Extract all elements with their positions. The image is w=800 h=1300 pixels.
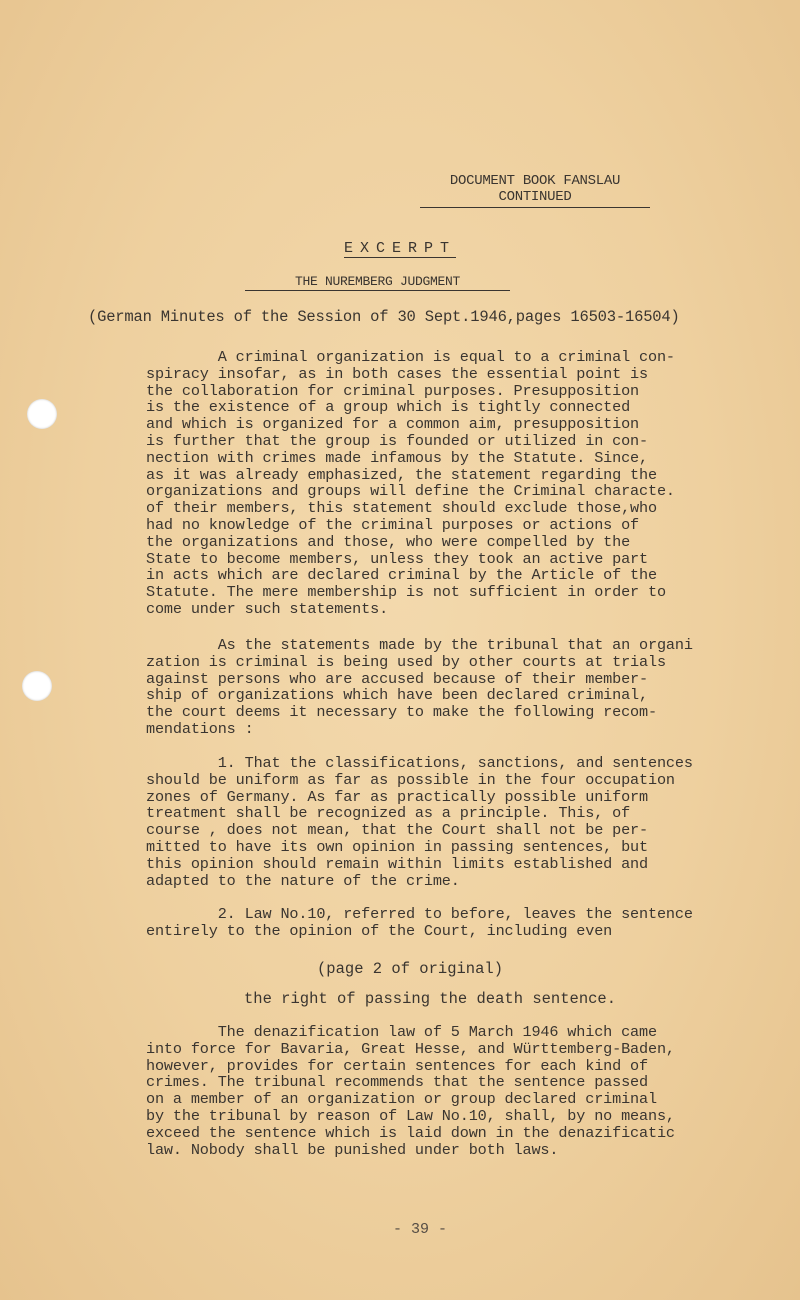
- page-number: - 39 -: [392, 1221, 447, 1238]
- header-line-2: CONTINUED: [498, 189, 572, 205]
- punch-hole: [22, 671, 52, 701]
- minutes-reference: (German Minutes of the Session of 30 Sept.1946,pages 16503-16504): [88, 308, 680, 326]
- header-line-1: DOCUMENT BOOK FANSLAU: [449, 173, 621, 189]
- paragraph-1: A criminal organization is equal to a criminal con- spiracy insofar, as in both cases the essential point is the collaboration for criminal purposes. Presupposition is the existence of a group which is tightly connected and which is organized for a common aim, presupposition is further that the group is founded or utilized in con- nection with crimes made infamous by the Statute. Since, as it was already emphasized, the statement regarding the organizations and groups will define the Criminal characte. of their members, this statement should exclude those,who had no knowledge of the criminal purposes or actions of the organizations and those, who were compelled by the State to become members, unless they took an active part in acts which are declared criminal by the Article of the Statute. The mere membership is not sufficient in order to come under such statements.: [146, 348, 675, 618]
- punch-hole: [27, 399, 57, 429]
- paragraph-3: 1. That the classifications, sanctions, and sentences should be uniform as far as possible in the four occupation zones of Germany. As far as practically possible uniform treatment shall be recognized as a principle. This, of course , does not mean, that the Court shall not be per- mitted to have its own opinion in passing sentences, but this opinion should remain within limits established and adapted to the nature of the crime.: [146, 754, 693, 890]
- paragraph-4: 2. Law No.10, referred to before, leaves the sentence entirely to the opinion of the Court, including even: [146, 905, 693, 940]
- document-header: [420, 173, 650, 208]
- excerpt-heading: [0, 240, 800, 257]
- judgment-heading: [245, 274, 510, 291]
- original-page-marker: (page 2 of original): [316, 960, 504, 978]
- header-rule: [420, 207, 650, 208]
- paragraph-2: As the statements made by the tribunal that an organi zation is criminal is being used by other courts at trials against persons who are accused because of their member- ship of organizations which have been declared criminal, the court deems it necessary to make the following recom- mendations :: [146, 636, 693, 738]
- judgment-rule: [245, 290, 510, 291]
- paragraph-6: The denazification law of 5 March 1946 which came into force for Bavaria, Great Hesse, and Württemberg-Baden, however, provides for certain sentences for each kind of crimes. The tribunal recommends that the sentence passed on a member of an organization or group declared criminal by the tribunal by reason of Law No.10, shall, by no means, exceed the sentence which is laid down in the denazificatic law. Nobody shall be punished under both laws.: [146, 1023, 675, 1159]
- paragraph-5: the right of passing the death sentence.: [243, 990, 617, 1008]
- judgment-title: THE NUREMBERG JUDGMENT: [294, 274, 461, 289]
- excerpt-title: EXCERPT: [343, 240, 456, 257]
